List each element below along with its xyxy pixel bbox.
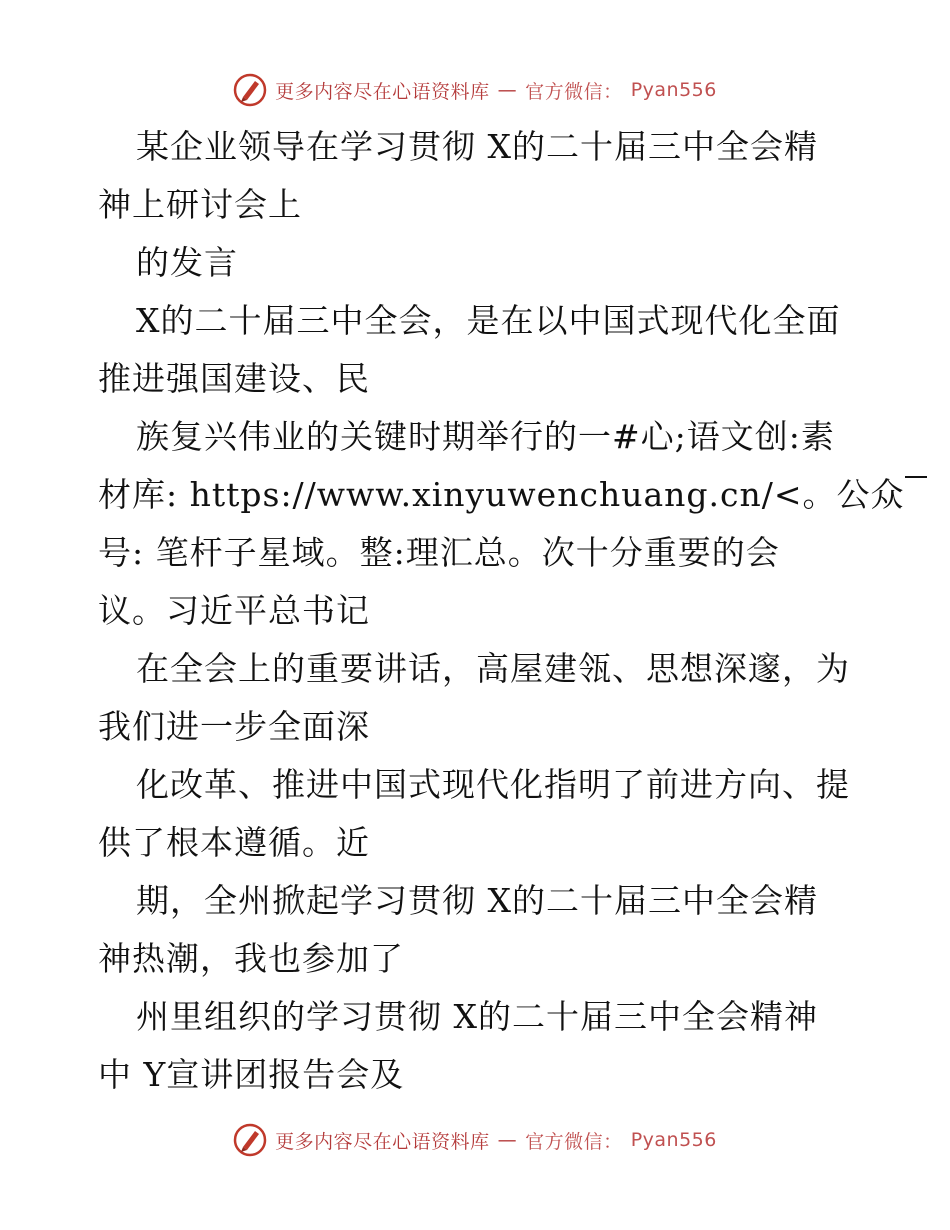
banner-separator: — (497, 79, 518, 101)
text-line-8: 号: 笔杆子星域。整:理汇总。次十分重要的会 (98, 533, 780, 572)
text-line-2: 神上研讨会上 (98, 185, 302, 224)
text-line-4: X的二十届三中全会，是在以中国式现代化全面 (136, 301, 841, 340)
header-watermark-banner (0, 70, 950, 110)
banner-text: 更多内容尽在心语资料库 (275, 1130, 490, 1153)
text-line-10: 在全会上的重要讲话，高屋建瓴、思想深邃，为 (136, 649, 850, 688)
text-line-17: 中 Y宣讲团报告会及 (98, 1055, 405, 1094)
pen-logo-icon (233, 73, 267, 107)
text-line-7-content: 材库: https://www.xinyuwenchuang.cn/<。公众 (98, 475, 905, 514)
text-line-1: 某企业领导在学习贯彻 X的二十届三中全会精 (136, 127, 818, 166)
text-line-3: 的发言 (136, 243, 238, 282)
overline-mark (905, 476, 927, 478)
text-line-12: 化改革、推进中国式现代化指明了前进方向、提 (136, 765, 850, 804)
text-line-16: 州里组织的学习贯彻 X的二十届三中全会精神 (136, 997, 818, 1036)
banner-wechat-id: Pyan556 (630, 79, 717, 101)
text-line-13: 供了根本遵循。近 (98, 823, 370, 862)
text-line-11: 我们进一步全面深 (98, 707, 370, 746)
text-line-5: 推进强国建设、民 (98, 359, 370, 398)
text-line-9: 议。习近平总书记 (98, 591, 370, 630)
banner-wechat-label: 官方微信： (525, 1130, 623, 1153)
text-line-7 (98, 466, 905, 524)
text-line-15: 神热潮，我也参加了 (98, 939, 404, 978)
banner-wechat-id: Pyan556 (630, 1129, 717, 1151)
banner-separator: — (497, 1129, 518, 1151)
text-line-6: 族复兴伟业的关键时期举行的一#心;语文创:素 (136, 417, 835, 456)
pen-logo-icon (233, 1123, 267, 1157)
footer-watermark-banner (0, 1120, 950, 1160)
text-line-14: 期，全州掀起学习贯彻 X的二十届三中全会精 (136, 881, 818, 920)
banner-text: 更多内容尽在心语资料库 (275, 80, 490, 103)
document-body (98, 118, 905, 1104)
banner-wechat-label: 官方微信： (525, 80, 623, 103)
